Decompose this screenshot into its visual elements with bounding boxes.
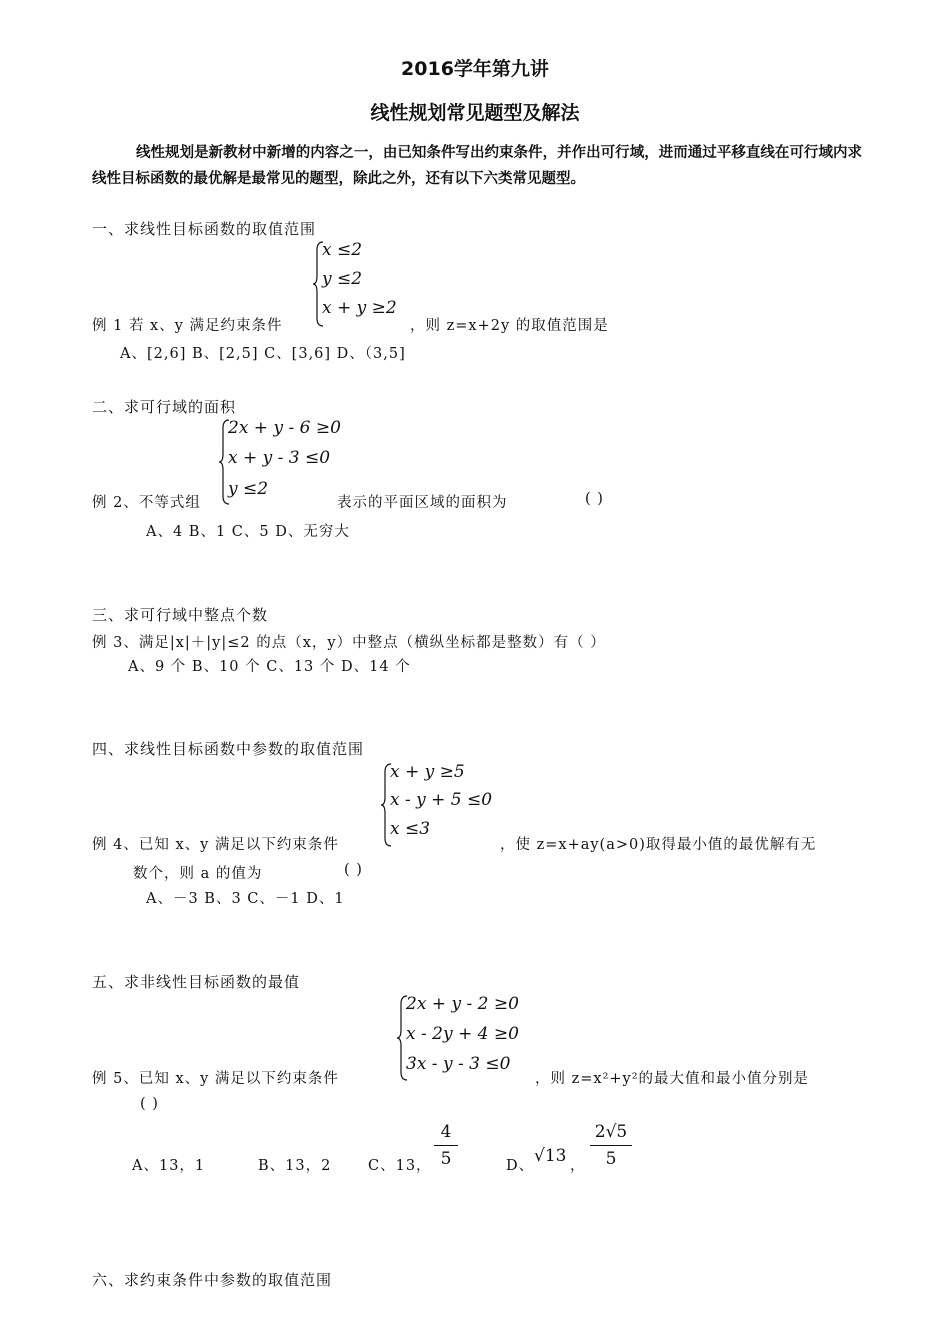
system-row: x - y + 5 ≤0	[390, 790, 493, 810]
example-1-suffix: ，则 z=x+2y 的取值范围是	[410, 318, 609, 334]
example-4-prefix: 例 4、已知 x、y 满足以下约束条件	[92, 837, 339, 853]
section-1-heading: 一、求线性目标函数的取值范围	[92, 220, 317, 238]
example-4-continuation: 数个，则 a 的值为	[133, 866, 263, 882]
system-row: 2x + y - 6 ≥0	[228, 418, 341, 438]
option-d-sqrt: √13	[534, 1146, 567, 1166]
system-row: 3x - y - 3 ≤0	[406, 1054, 511, 1074]
system-row: y ≤2	[228, 479, 269, 499]
example-3-options: A、9 个 B、10 个 C、13 个 D、14 个	[128, 659, 411, 675]
fraction-denominator: 5	[605, 1149, 617, 1169]
option-d-fraction	[590, 1122, 632, 1169]
section-2-heading: 二、求可行域的面积	[92, 398, 237, 416]
system-row: x ≤3	[390, 819, 431, 839]
example-2-options: A、4 B、1 C、5 D、无穷大	[146, 524, 350, 540]
section-4-heading: 四、求线性目标函数中参数的取值范围	[92, 740, 365, 758]
intro-text: 线性规划是新教材中新增的内容之一，由已知条件写出约束条件，并作出可行域，进而通过平移直线在可行域内求线性目标函数的最优解是最常见的题型，除此之外，还有以下六类常见题型。	[92, 145, 862, 187]
example-2-answer-paren: ( )	[585, 491, 604, 507]
fraction-numerator: 4	[440, 1122, 452, 1142]
example-4-answer-paren: ( )	[344, 862, 363, 878]
example-1-prefix: 例 1 若 x、y 满足约束条件	[92, 318, 283, 334]
section-4-system	[381, 762, 501, 850]
example-2-prefix: 例 2、不等式组	[92, 495, 201, 511]
system-row: x ≤2	[322, 240, 363, 260]
section-5-system	[397, 994, 527, 1084]
example-5-suffix: ，则 z=x²+y²的最大值和最小值分别是	[535, 1071, 810, 1087]
option-d-separator: ，	[570, 1158, 586, 1174]
system-row: x - 2y + 4 ≥0	[406, 1024, 519, 1044]
section-6-heading: 六、求约束条件中参数的取值范围	[92, 1271, 333, 1289]
intro-paragraph	[92, 140, 862, 192]
example-2-suffix: 表示的平面区域的面积为	[337, 495, 508, 511]
example-4-options: A、－3 B、3 C、－1 D、1	[146, 891, 345, 907]
example-5-answer-paren: ( )	[140, 1096, 159, 1112]
system-row: x + y ≥2	[322, 298, 397, 318]
system-row: 2x + y - 2 ≥0	[406, 994, 519, 1014]
example-5-option-b: B、13，2	[258, 1158, 332, 1174]
fraction-denominator: 5	[440, 1149, 452, 1169]
system-row: x + y - 3 ≤0	[228, 448, 331, 468]
page-subtitle: 线性规划常见题型及解法	[370, 102, 580, 124]
example-5-option-c: C、13，	[368, 1158, 432, 1174]
page-title: 2016学年第九讲	[401, 58, 549, 80]
section-1-system	[313, 240, 413, 330]
example-5-option-d: D、	[506, 1158, 535, 1174]
example-5-prefix: 例 5、已知 x、y 满足以下约束条件	[92, 1071, 339, 1087]
option-c-fraction	[434, 1122, 458, 1169]
section-3-heading: 三、求可行域中整点个数	[92, 606, 269, 624]
example-1-options: A、[2,6] B、[2,5] C、[3,6] D、（3,5]	[120, 346, 406, 362]
example-5-option-a: A、13，1	[132, 1158, 206, 1174]
example-3-text: 例 3、满足|x|＋|y|≤2 的点（x，y）中整点（横纵坐标都是整数）有（ ）	[92, 635, 606, 651]
example-4-suffix: ，使 z=x+ay(a>0)取得最小值的最优解有无	[500, 837, 817, 853]
system-row: x + y ≥5	[390, 762, 465, 782]
section-2-system	[219, 418, 349, 508]
section-5-heading: 五、求非线性目标函数的最值	[92, 973, 301, 991]
system-row: y ≤2	[322, 269, 363, 289]
fraction-numerator: 2√5	[594, 1122, 628, 1142]
